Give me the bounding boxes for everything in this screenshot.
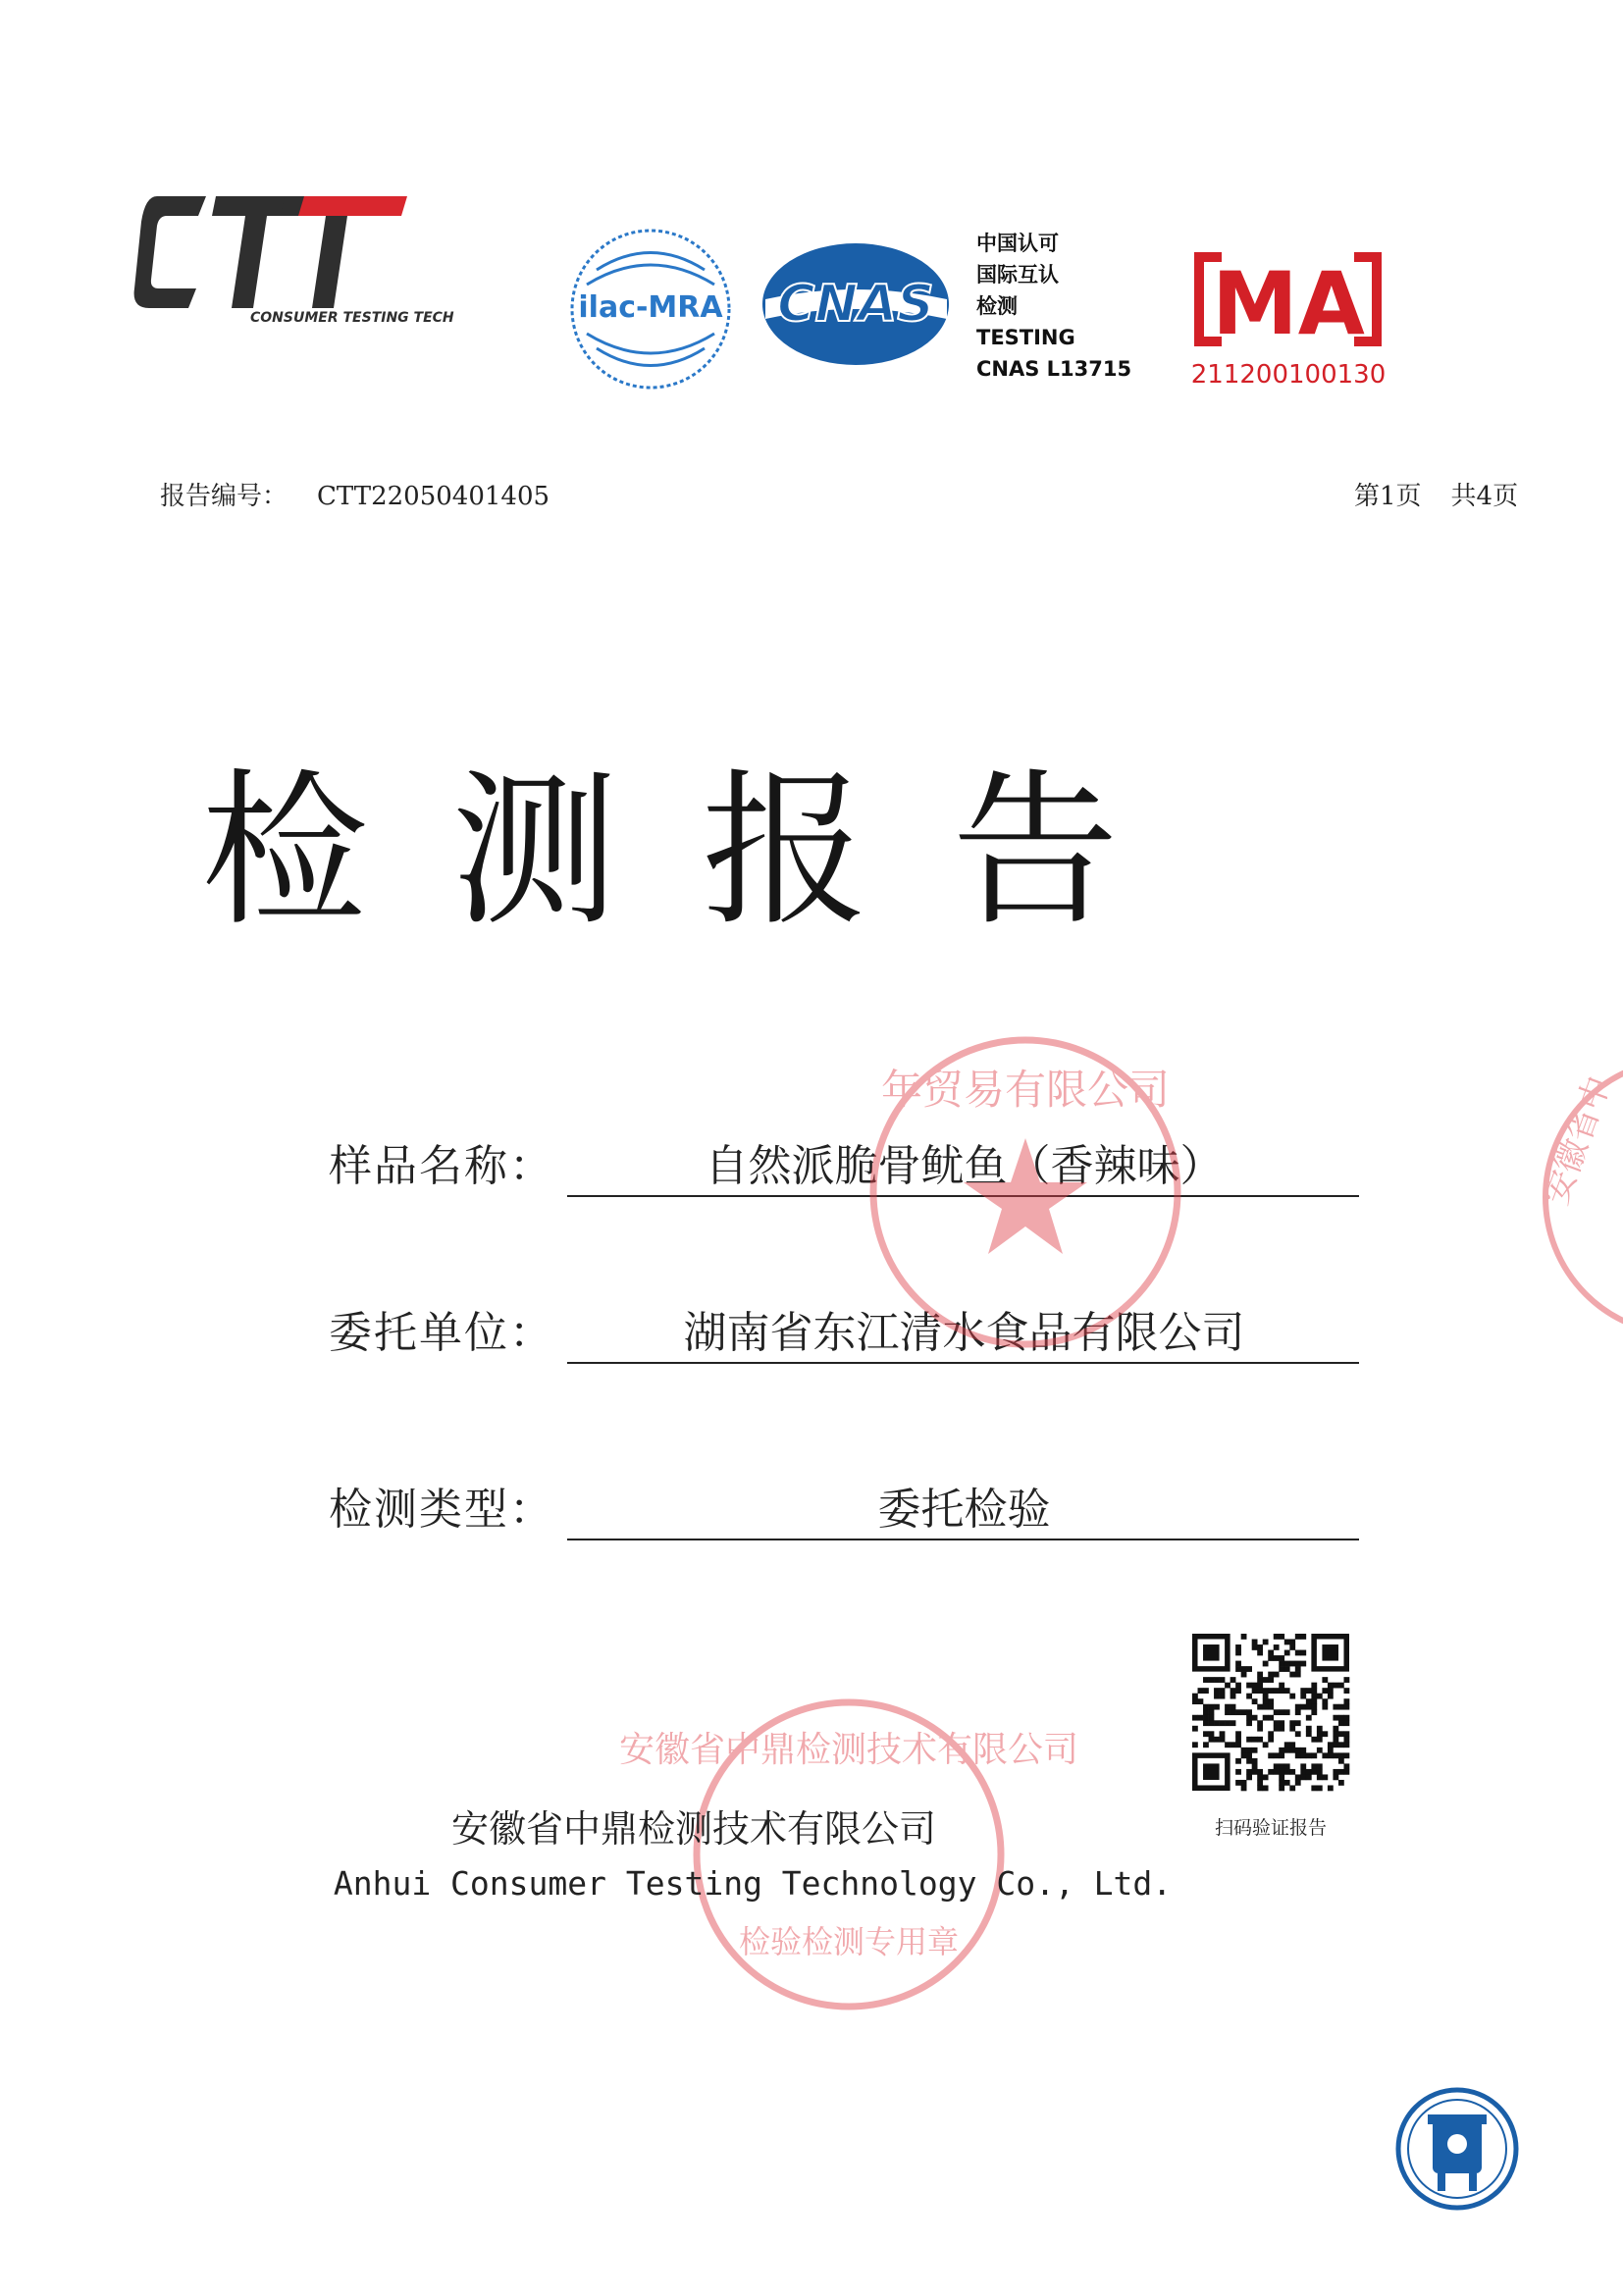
page-indicator <box>1354 476 1518 512</box>
edge-seal <box>1526 1050 1623 1344</box>
page-total: 共4页 <box>1450 482 1519 511</box>
seal-3-text: 安徽省中 <box>1536 1070 1619 1211</box>
test-type-underline <box>567 1539 1359 1540</box>
test-type-label: 检测类型： <box>329 1485 554 1535</box>
accreditation-text <box>976 228 1163 385</box>
seal-2-bottom-text: 检验检测专用章 <box>738 1923 960 1960</box>
report-number-value: CTT22050401405 <box>317 482 550 511</box>
client-underline <box>567 1362 1359 1364</box>
cnas-text: CNAS <box>777 275 934 334</box>
client-value: 湖南省东江清水食品有限公司 <box>683 1308 1245 1358</box>
sample-name-field <box>329 1130 1359 1189</box>
company-seal <box>864 1030 1187 1354</box>
company-name-cn: 安徽省中鼎检测技术有限公司 <box>450 1807 936 1851</box>
ilac-text: ilac-MRA <box>578 290 723 325</box>
accred-line-2: 国际互认 <box>976 263 1059 287</box>
seal-1-text: 年贸易有限公司 <box>880 1066 1171 1114</box>
report-number <box>160 476 550 512</box>
qr-caption: 扫码验证报告 <box>1214 1817 1327 1839</box>
accred-line-4: TESTING <box>976 326 1075 349</box>
sample-name-label: 样品名称： <box>329 1141 554 1191</box>
accred-line-5: CNAS L13715 <box>976 357 1132 381</box>
cma-text: MA <box>1212 253 1365 354</box>
ctt-logo <box>137 186 454 334</box>
cnas-logo <box>760 240 952 368</box>
qr-code[interactable] <box>1192 1634 1349 1791</box>
accred-line-3: 检测 <box>976 294 1018 318</box>
cma-number: 211200100130 <box>1190 360 1387 390</box>
seal-2-top-text: 安徽省中鼎检测技术有限公司 <box>618 1730 1079 1770</box>
ctt-tagline: CONSUMER TESTING TECH <box>250 310 454 326</box>
page-current: 第1页 <box>1354 482 1422 511</box>
company-name-en: Anhui Consumer Testing Technology Co., Ltd. <box>333 1864 1173 1903</box>
ilac-mra-logo <box>567 226 734 392</box>
page-title: 检测报告 <box>200 755 1202 949</box>
sample-name-value: 自然派脆骨鱿鱼（香辣味） <box>705 1141 1224 1191</box>
accred-line-1: 中国认可 <box>976 232 1059 255</box>
client-label: 委托单位： <box>329 1308 554 1358</box>
test-type-field <box>329 1474 1359 1533</box>
report-number-label: 报告编号： <box>160 482 288 511</box>
test-type-value: 委托检验 <box>877 1485 1051 1535</box>
cma-logo <box>1182 240 1393 397</box>
client-field <box>329 1297 1359 1356</box>
emblem-icon <box>1393 2085 1521 2213</box>
